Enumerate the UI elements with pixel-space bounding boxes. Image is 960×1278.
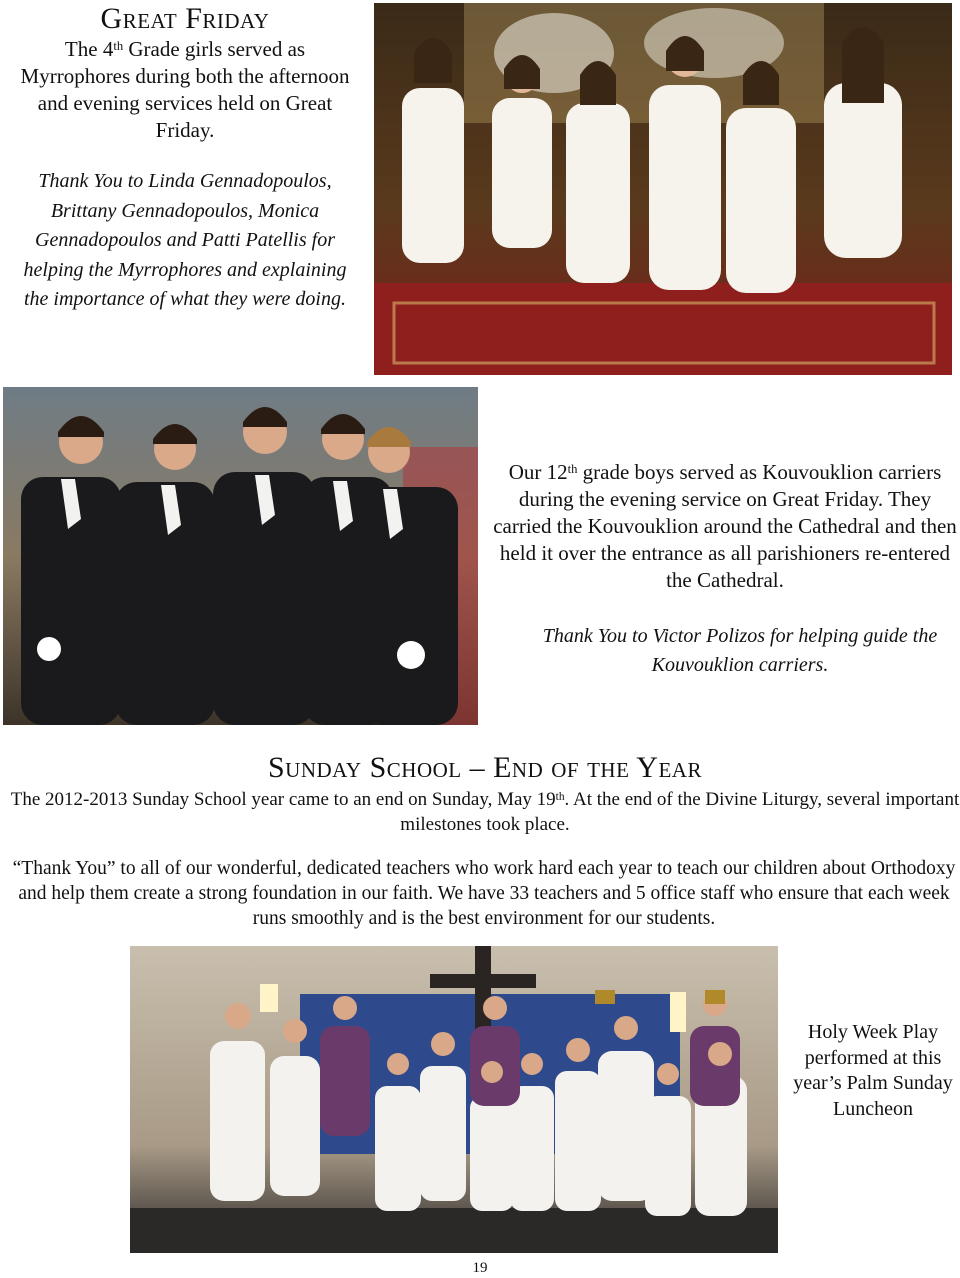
page-number: 19 — [472, 1260, 488, 1276]
great-friday-heading: Great Friday — [100, 2, 270, 35]
kouvouklion-caption-text-rest: grade boys served as Kouvouklion carriers during the evening service on Great Friday. They carried the Kouvouklion around the Cathedral and then held it over the entrance as all parishioners re-entered the Cathedral. — [493, 460, 957, 592]
sunday-school-heading: Sunday School – End of the Year — [268, 751, 702, 784]
great-friday-intro-text: The 4 — [64, 37, 114, 61]
sunday-school-thanks: “Thank You” to all of our wonderful, dedicated teachers who work hard each year to teach our children about Orthodoxy and help them create a strong foundation in our faith. We have 33 teachers and 5 office staff who ensure that each week runs smoothly and is the best environment for our students. — [12, 858, 956, 929]
sunday-school-intro — [10, 787, 960, 837]
myrrophores-photo — [374, 3, 952, 375]
kouvouklion-caption-text: Our 12 — [508, 460, 568, 484]
kouvouklion-thanks: Thank You to Victor Polizos for helping guide the Kouvouklion carriers. — [542, 625, 938, 676]
kouvouklion-carriers-photo — [3, 387, 478, 725]
great-friday-intro-text-rest: Grade girls served as Myrrophores during both the afternoon and evening services held on Great Friday. — [20, 37, 350, 142]
kouvouklion-caption-superscript: th — [567, 462, 578, 477]
holy-week-play-photo — [130, 946, 778, 1253]
sunday-school-intro-superscript: th — [555, 790, 565, 803]
kouvouklion-caption — [492, 459, 958, 594]
sunday-school-intro-text: The 2012-2013 Sunday School year came to an end on Sunday, May 19 — [10, 789, 556, 810]
great-friday-intro — [20, 36, 350, 144]
great-friday-thanks: Thank You to Linda Gennadopoulos, Brittany Gennadopoulos, Monica Gennadopoulos and Patti Patellis for helping the Myrrophores and explaining the importance of what they were doing. — [23, 170, 347, 310]
sunday-school-intro-text-rest: . At the end of the Divine Liturgy, several important milestones took place. — [400, 789, 960, 835]
holy-week-play-caption: Holy Week Play performed at this year’s Palm Sunday Luncheon — [793, 1021, 953, 1120]
great-friday-intro-superscript: th — [113, 39, 124, 54]
